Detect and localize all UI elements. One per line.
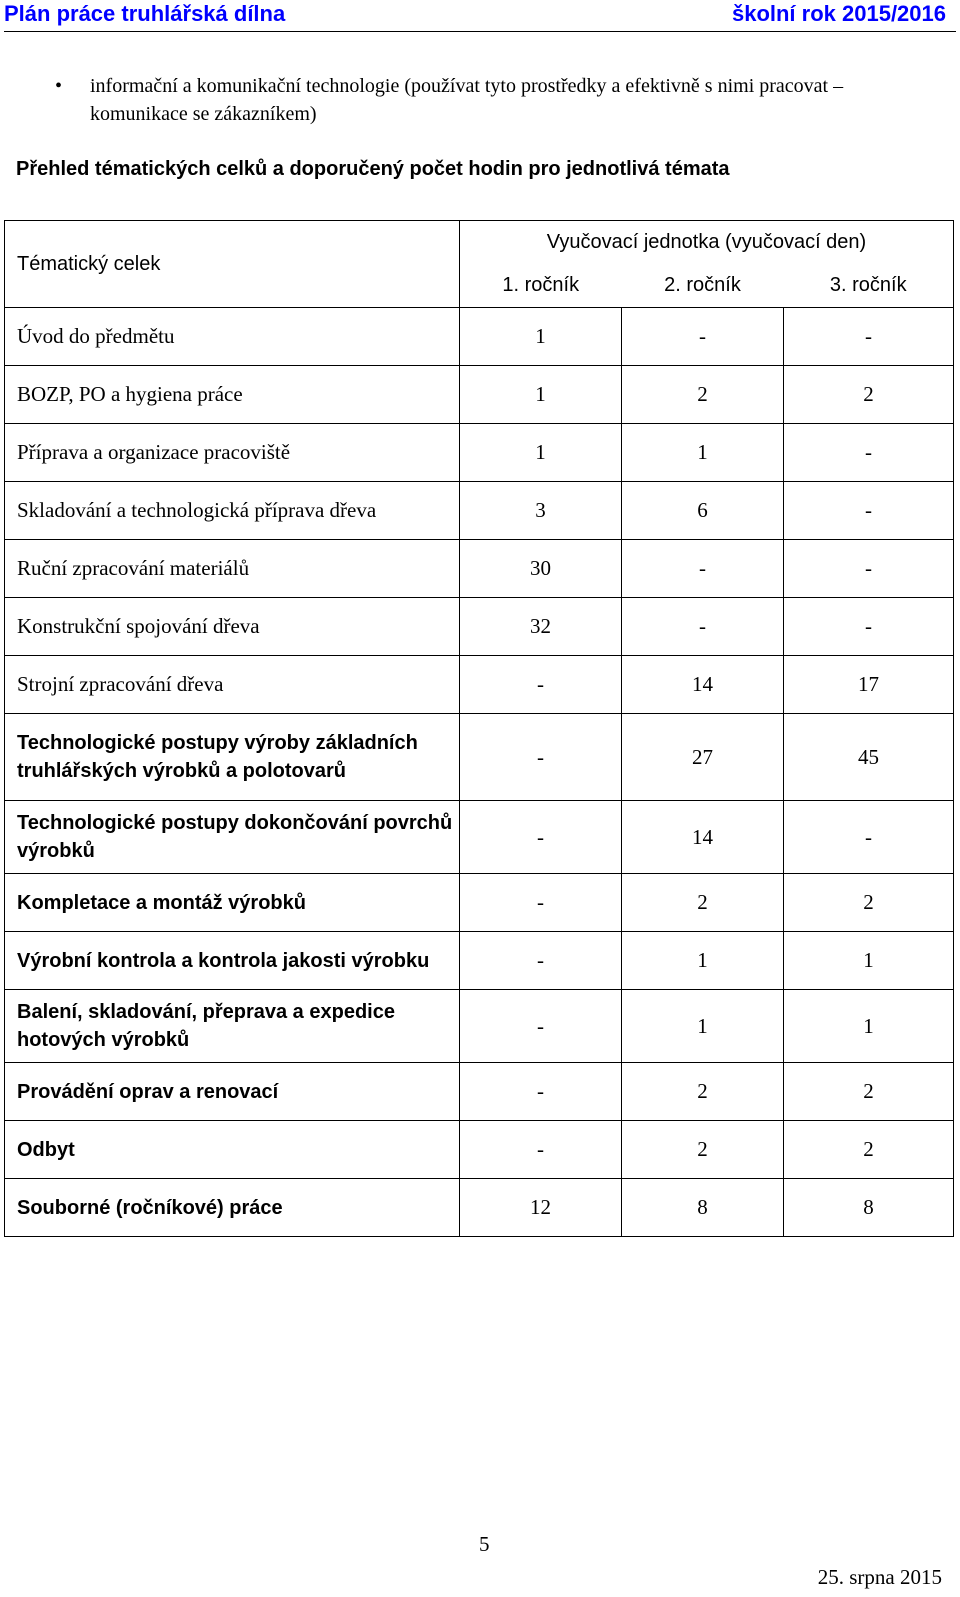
page-header [0,0,960,30]
row-topic: Technologické postupy výroby základních truhlářských výrobků a polotovarů [5,714,460,801]
row-topic: Úvod do předmětu [5,308,460,366]
row-year-2: 2 [622,1121,784,1179]
row-year-1: - [460,1121,622,1179]
row-topic: Konstrukční spojování dřeva [5,598,460,656]
header-year-3: 3. ročník [784,263,954,308]
row-year-2: 14 [622,656,784,714]
row-year-1: 1 [460,308,622,366]
topics-hours-table [4,220,954,1237]
row-topic: Souborné (ročníkové) práce [5,1179,460,1237]
row-year-3: - [784,540,954,598]
row-year-3: 45 [784,714,954,801]
row-year-3: 1 [784,990,954,1063]
row-year-2: 27 [622,714,784,801]
row-year-3: 2 [784,874,954,932]
row-year-3: - [784,424,954,482]
table-row [5,1121,954,1179]
row-year-2: 1 [622,990,784,1063]
row-year-3: - [784,308,954,366]
table-row [5,1179,954,1237]
table-row [5,932,954,990]
section-heading: Přehled tématických celků a doporučený počet hodin pro jednotlivá témata [16,158,730,180]
row-year-1: - [460,932,622,990]
row-topic: Skladování a technologická příprava dřeva [5,482,460,540]
table-row [5,366,954,424]
table-row [5,1063,954,1121]
row-year-3: 1 [784,932,954,990]
row-year-2: 2 [622,1063,784,1121]
row-year-3: - [784,482,954,540]
row-year-1: - [460,1063,622,1121]
row-year-2: 8 [622,1179,784,1237]
row-year-2: - [622,598,784,656]
row-year-3: 8 [784,1179,954,1237]
row-year-1: - [460,801,622,874]
row-year-2: - [622,540,784,598]
table-row [5,801,954,874]
row-year-1: 32 [460,598,622,656]
table-row [5,656,954,714]
document-title: Plán práce truhlářská dílna [4,1,286,26]
header-topic: Tématický celek [5,221,460,308]
row-year-3: 2 [784,1121,954,1179]
row-year-1: 1 [460,366,622,424]
table-row [5,540,954,598]
table-row [5,714,954,801]
row-topic: BOZP, PO a hygiena práce [5,366,460,424]
row-topic: Technologické postupy dokončování povrchů výrobků [5,801,460,874]
row-year-1: 3 [460,482,622,540]
row-topic: Kompletace a montáž výrobků [5,874,460,932]
footer-date: 25. srpna 2015 [817,1565,942,1589]
row-year-3: 2 [784,1063,954,1121]
row-year-1: 1 [460,424,622,482]
row-topic: Příprava a organizace pracoviště [5,424,460,482]
row-topic: Provádění oprav a renovací [5,1063,460,1121]
table-row [5,874,954,932]
row-topic: Ruční zpracování materiálů [5,540,460,598]
bullet-text: informační a komunikační technologie (používat tyto prostředky a efektivně s nimi pracovat – komunikace se zákazníkem) [90,75,844,125]
row-year-2: - [622,308,784,366]
header-teaching-unit: Vyučovací jednotka (vyučovací den) [460,221,954,264]
row-year-2: 6 [622,482,784,540]
table-row [5,990,954,1063]
row-year-1: 30 [460,540,622,598]
row-topic: Výrobní kontrola a kontrola jakosti výrobku [5,932,460,990]
row-year-3: 17 [784,656,954,714]
header-year-2: 2. ročník [622,263,784,308]
row-year-1: - [460,990,622,1063]
table-row [5,598,954,656]
table-row [5,424,954,482]
row-year-2: 1 [622,932,784,990]
row-year-2: 2 [622,366,784,424]
row-topic: Strojní zpracování dřeva [5,656,460,714]
row-topic: Odbyt [5,1121,460,1179]
row-topic: Balení, skladování, přeprava a expedice hotových výrobků [5,990,460,1063]
row-year-3: 2 [784,366,954,424]
row-year-3: - [784,598,954,656]
table-row [5,308,954,366]
header-year-1: 1. ročník [460,263,622,308]
page-number: 5 [479,1532,490,1556]
row-year-1: - [460,656,622,714]
row-year-1: 12 [460,1179,622,1237]
table-row [5,482,954,540]
row-year-1: - [460,714,622,801]
row-year-2: 2 [622,874,784,932]
bullet-icon: • [55,75,63,97]
row-year-3: - [784,801,954,874]
row-year-2: 14 [622,801,784,874]
header-divider [4,31,956,32]
school-year: školní rok 2015/2016 [731,1,946,26]
row-year-2: 1 [622,424,784,482]
row-year-1: - [460,874,622,932]
